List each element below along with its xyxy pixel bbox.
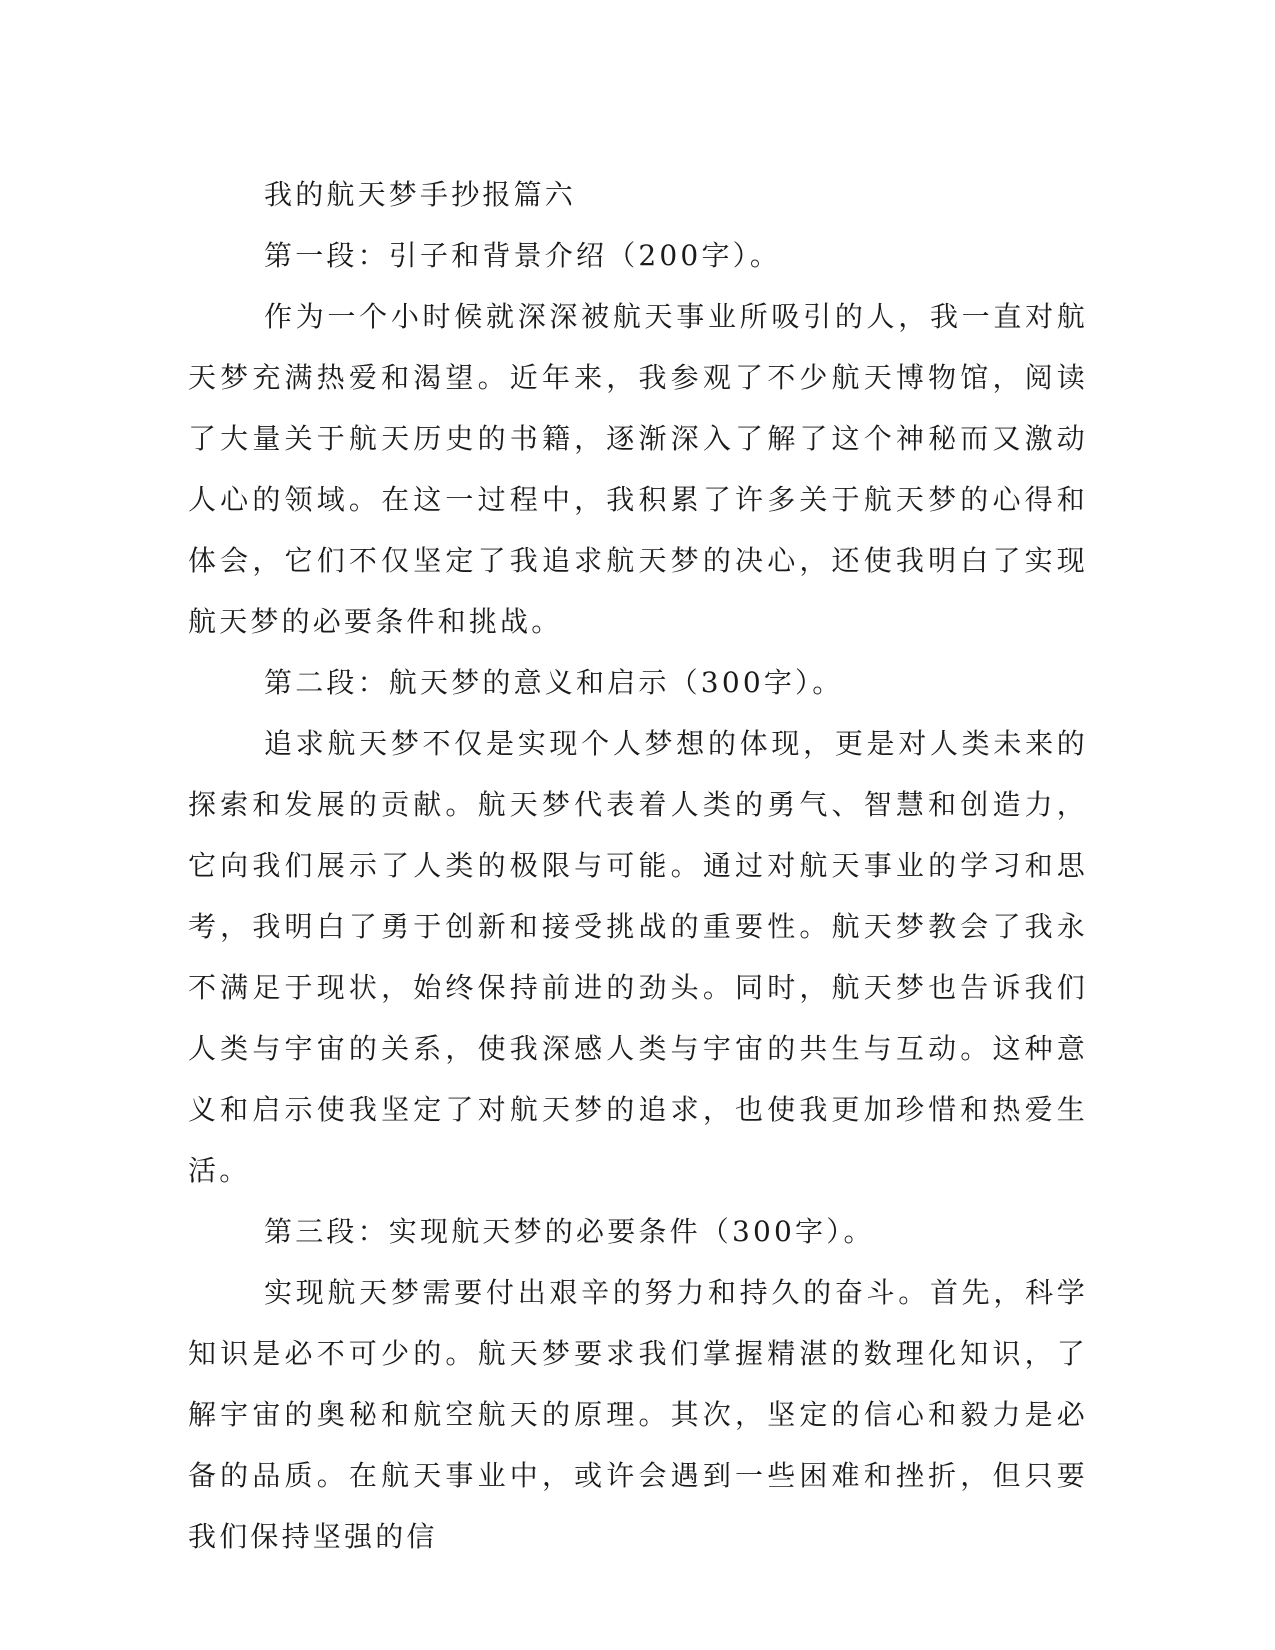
body-paragraph-2: 追求航天梦不仅是实现个人梦想的体现，更是对人类未来的探索和发展的贡献。航天梦代表着人类的勇气、智慧和创造力，它向我们展示了人类的极限与可能。通过对航天事业的学习和思考，我明白了勇于创新和接受挑战的重要性。航天梦教会了我永不满足于现状，始终保持前进的劲头。同时，航天梦也告诉我们人类与宇宙的关系，使我深感人类与宇宙的共生与互动。这种意义和启示使我坚定了对航天梦的追求，也使我更加珍惜和热爱生活。 <box>188 727 1088 1187</box>
section-heading-2: 第二段：航天梦的意义和启示（300字）。 <box>264 666 844 699</box>
section-heading-3: 第三段：实现航天梦的必要条件（300字）。 <box>264 1215 875 1248</box>
section-heading-1: 第一段：引子和背景介绍（200字）。 <box>264 239 782 272</box>
document-body <box>188 164 1088 1567</box>
body-paragraph-1: 作为一个小时候就深深被航天事业所吸引的人，我一直对航天梦充满热爱和渴望。近年来，我参观了不少航天博物馆，阅读了大量关于航天历史的书籍，逐渐深入了解了这个神秘而又激动人心的领域。在这一过程中，我积累了许多关于航天梦的心得和体会，它们不仅坚定了我追求航天梦的决心，还使我明白了实现航天梦的必要条件和挑战。 <box>188 300 1088 638</box>
document-title: 我的航天梦手抄报篇六 <box>264 178 577 211</box>
body-paragraph-3: 实现航天梦需要付出艰辛的努力和持久的奋斗。首先，科学知识是必不可少的。航天梦要求我们掌握精湛的数理化知识，了解宇宙的奥秘和航空航天的原理。其次，坚定的信心和毅力是必备的品质。在航天事业中，或许会遇到一些困难和挫折，但只要我们保持坚强的信 <box>188 1276 1088 1553</box>
